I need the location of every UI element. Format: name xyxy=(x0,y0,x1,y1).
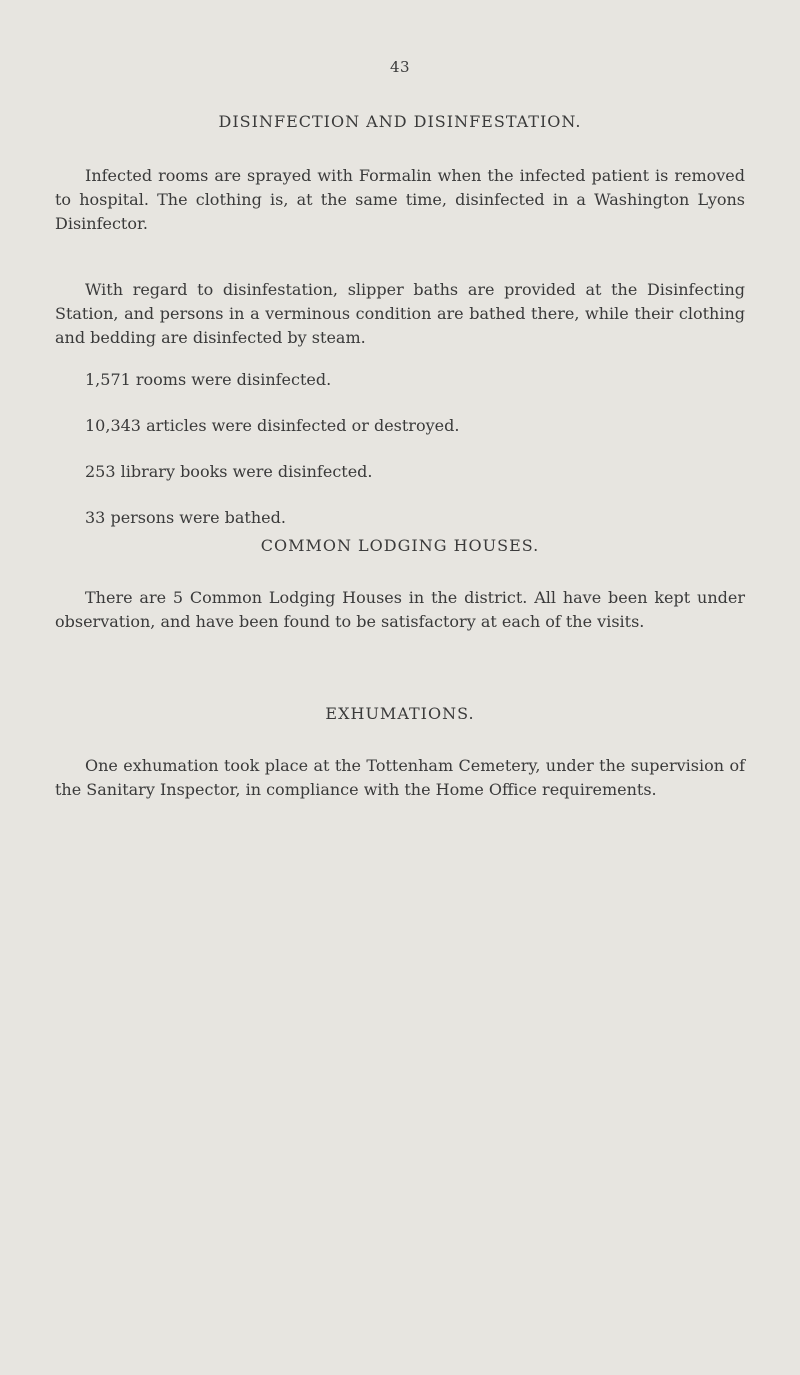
paragraph-disinfestation: With regard to disinfestation, slipper baths are provided at the Disinfecting Station, and persons in a verminous condition are bathed there, while their clothing and bedding are disinfected by steam. xyxy=(55,280,745,347)
paragraph-lodging-houses: There are 5 Common Lodging Houses in the district. All have been kept under observation, and have been found to be satisfactory at each of the visits. xyxy=(55,588,745,631)
page-number: 43 xyxy=(389,58,411,76)
stat-articles-disinfected: 10,343 articles were disinfected or destroyed. xyxy=(85,416,460,435)
stat-persons-bathed: 33 persons were bathed. xyxy=(85,508,286,527)
stat-rooms-disinfected: 1,571 rooms were disinfected. xyxy=(85,370,332,389)
stat-library-books: 253 library books were disinfected. xyxy=(85,462,373,481)
section-heading-disinfection: DISINFECTION AND DISINFESTATION. xyxy=(218,112,582,131)
paragraph-exhumations: One exhumation took place at the Tottenham Cemetery, under the supervision of the Sanitary Inspector, in compliance with the Home Office requirements. xyxy=(55,756,745,799)
paragraph-formalin: Infected rooms are sprayed with Formalin when the infected patient is removed to hospital. The clothing is, at the same time, disinfected in a Washington Lyons Disinfector. xyxy=(55,166,745,233)
section-heading-lodging-houses: COMMON LODGING HOUSES. xyxy=(260,536,540,555)
section-heading-exhumations: EXHUMATIONS. xyxy=(325,704,475,723)
